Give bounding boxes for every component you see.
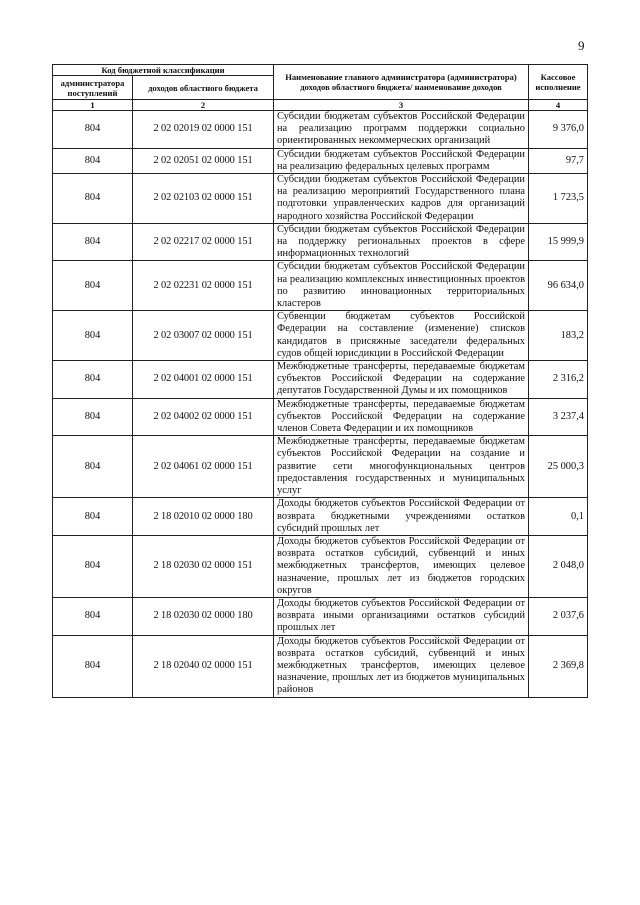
admin-code: 804 <box>53 535 133 597</box>
income-name: Субсидии бюджетам субъектов Российской Федерации на реализацию мероприятий Государственного плана подготовки управленческих кадров для организаций народного хозяйства Российской Федерации <box>274 174 529 224</box>
cash-amount: 2 316,2 <box>529 361 588 399</box>
column-number: 4 <box>529 100 588 111</box>
page-number: 9 <box>578 38 585 53</box>
income-code: 2 02 02019 02 0000 151 <box>133 111 274 149</box>
cash-amount: 1 723,5 <box>529 174 588 224</box>
cash-amount: 96 634,0 <box>529 261 588 311</box>
table-row <box>53 111 588 149</box>
income-name: Субвенции бюджетам субъектов Российской Федерации на составление (изменение) списков кандидатов в присяжные заседатели федеральных судов общей юрисдикции в Российской Федерации <box>274 311 529 361</box>
column-number: 1 <box>53 100 133 111</box>
header-classification-code: Код бюджетной классификации <box>53 65 274 76</box>
income-code: 2 02 02051 02 0000 151 <box>133 148 274 173</box>
table-row <box>53 535 588 597</box>
table-row <box>53 311 588 361</box>
income-name: Межбюджетные трансферты, передаваемые бюджетам субъектов Российской Федерации на содержание депутатов Государственной Думы и их помощников <box>274 361 529 399</box>
admin-code: 804 <box>53 398 133 436</box>
admin-code: 804 <box>53 174 133 224</box>
income-code: 2 02 02217 02 0000 151 <box>133 223 274 261</box>
income-name: Доходы бюджетов субъектов Российской Федерации от возврата иными организациями остатков субсидий прошлых лет <box>274 597 529 635</box>
income-code: 2 02 04061 02 0000 151 <box>133 436 274 498</box>
table-row <box>53 361 588 399</box>
column-number: 3 <box>274 100 529 111</box>
income-code: 2 18 02010 02 0000 180 <box>133 498 274 536</box>
admin-code: 804 <box>53 361 133 399</box>
income-name: Субсидии бюджетам субъектов Российской Федерации на реализацию комплексных инвестиционных проектов по развитию инновационных территориальных кластеров <box>274 261 529 311</box>
income-code: 2 02 02103 02 0000 151 <box>133 174 274 224</box>
cash-amount: 2 369,8 <box>529 635 588 697</box>
table-row <box>53 398 588 436</box>
cash-amount: 9 376,0 <box>529 111 588 149</box>
income-name: Доходы бюджетов субъектов Российской Федерации от возврата остатков субсидий, субвенций и иных межбюджетных трансфертов, имеющих целевое назначение, прошлых лет из бюджетов муниципальных районов <box>274 635 529 697</box>
admin-code: 804 <box>53 223 133 261</box>
column-number: 2 <box>133 100 274 111</box>
income-name: Субсидии бюджетам субъектов Российской Федерации на реализацию федеральных целевых программ <box>274 148 529 173</box>
table-row <box>53 436 588 498</box>
admin-code: 804 <box>53 635 133 697</box>
income-name: Межбюджетные трансферты, передаваемые бюджетам субъектов Российской Федерации на содержание членов Совета Федерации и их помощников <box>274 398 529 436</box>
income-code: 2 02 02231 02 0000 151 <box>133 261 274 311</box>
table-row <box>53 223 588 261</box>
table-row <box>53 597 588 635</box>
budget-income-table <box>52 64 588 698</box>
income-code: 2 18 02030 02 0000 180 <box>133 597 274 635</box>
income-code: 2 18 02040 02 0000 151 <box>133 635 274 697</box>
table-row <box>53 261 588 311</box>
header-name: Наименование главного администратора (администратора) доходов областного бюджета/ наименование доходов <box>274 65 529 100</box>
income-code: 2 18 02030 02 0000 151 <box>133 535 274 597</box>
income-code: 2 02 04001 02 0000 151 <box>133 361 274 399</box>
income-name: Субсидии бюджетам субъектов Российской Федерации на реализацию программ поддержки социально ориентированных некоммерческих организаций <box>274 111 529 149</box>
income-name: Доходы бюджетов субъектов Российской Федерации от возврата остатков субсидий, субвенций и иных межбюджетных трансфертов, имеющих целевое назначение, прошлых лет из бюджетов городских округов <box>274 535 529 597</box>
table-row <box>53 174 588 224</box>
admin-code: 804 <box>53 311 133 361</box>
table-row <box>53 148 588 173</box>
cash-amount: 2 048,0 <box>529 535 588 597</box>
income-code: 2 02 03007 02 0000 151 <box>133 311 274 361</box>
income-name: Межбюджетные трансферты, передаваемые бюджетам субъектов Российской Федерации на создание и развитие сети многофункциональных центров предоставления государственных и муниципальных услуг <box>274 436 529 498</box>
cash-amount: 3 237,4 <box>529 398 588 436</box>
income-code: 2 02 04002 02 0000 151 <box>133 398 274 436</box>
header-cash-execution: Кассовое исполнение <box>529 65 588 100</box>
admin-code: 804 <box>53 148 133 173</box>
admin-code: 804 <box>53 261 133 311</box>
cash-amount: 0,1 <box>529 498 588 536</box>
header-regional-income: доходов областного бюджета <box>133 76 274 100</box>
income-name: Субсидии бюджетам субъектов Российской Федерации на поддержку региональных проектов в сфере информационных технологий <box>274 223 529 261</box>
header-admin-receipts: администратора поступлений <box>53 76 133 100</box>
table-row <box>53 498 588 536</box>
cash-amount: 97,7 <box>529 148 588 173</box>
admin-code: 804 <box>53 597 133 635</box>
income-name: Доходы бюджетов субъектов Российской Федерации от возврата бюджетными учреждениями остатков субсидий прошлых лет <box>274 498 529 536</box>
cash-amount: 2 037,6 <box>529 597 588 635</box>
admin-code: 804 <box>53 498 133 536</box>
admin-code: 804 <box>53 436 133 498</box>
table-row <box>53 635 588 697</box>
cash-amount: 25 000,3 <box>529 436 588 498</box>
cash-amount: 183,2 <box>529 311 588 361</box>
cash-amount: 15 999,9 <box>529 223 588 261</box>
admin-code: 804 <box>53 111 133 149</box>
